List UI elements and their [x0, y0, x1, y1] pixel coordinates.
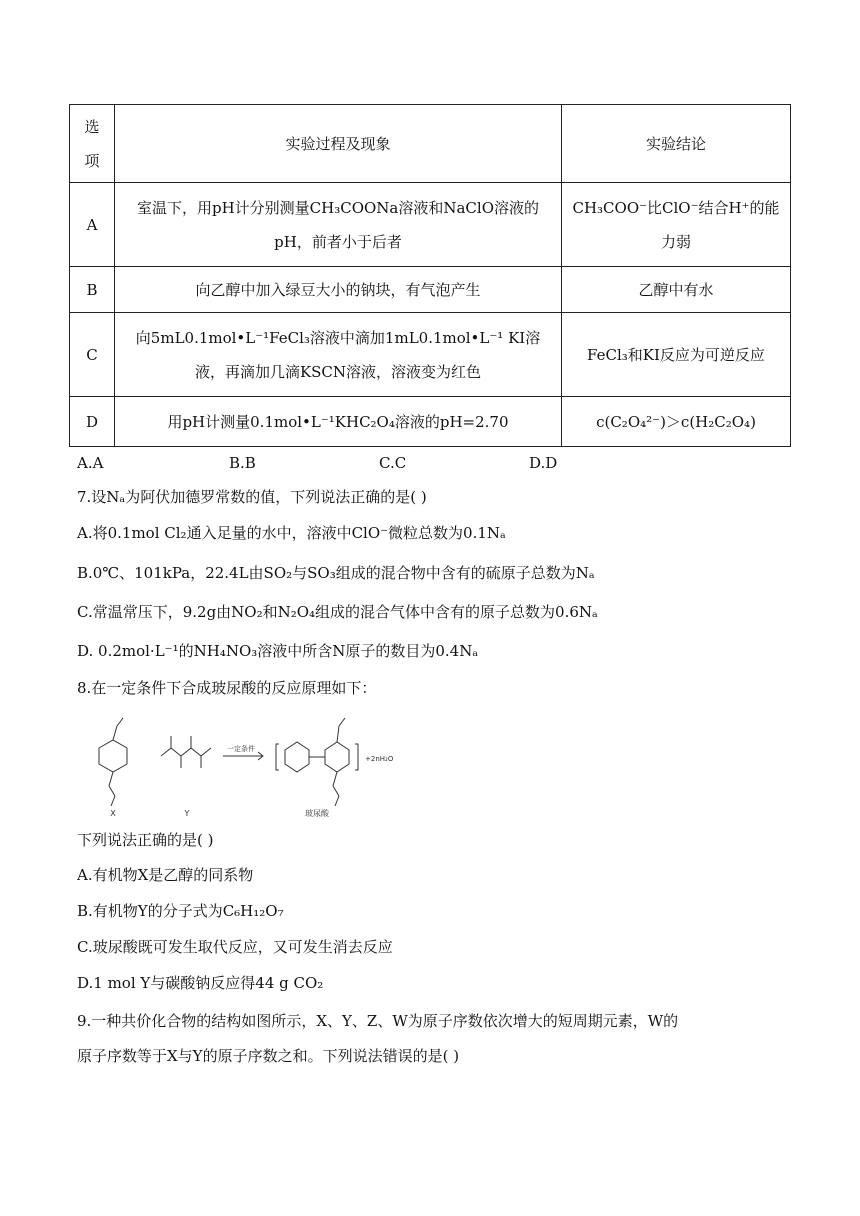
table-header-row — [70, 105, 791, 183]
row-option: A — [70, 183, 115, 267]
water-product: +2nH₂O — [365, 755, 394, 763]
q6-option-b: B.B — [229, 454, 256, 472]
q6-options — [77, 454, 557, 472]
row-conclusion: FeCl₃和KI反应为可逆反应 — [562, 313, 791, 397]
row-conclusion: CH₃COO⁻比ClO⁻结合H⁺的能力弱 — [562, 183, 791, 267]
q7-stem: 7.设Nₐ为阿伏加德罗常数的值，下列说法正确的是( ) — [77, 488, 427, 506]
q8-option-d: D.1 mol Y与碳酸钠反应得44 g CO₂ — [77, 974, 324, 992]
row-conclusion: c(C₂O₄²⁻)＞c(H₂C₂O₄) — [562, 397, 791, 447]
row-conclusion: 乙醇中有水 — [562, 267, 791, 313]
q8-stem: 8.在一定条件下合成玻尿酸的反应原理如下： — [77, 679, 377, 697]
row-process: 用pH计测量0.1mol•L⁻¹KHC₂O₄溶液的pH=2.70 — [115, 397, 562, 447]
q8-option-b: B.有机物Y的分子式为C₆H₁₂O₇ — [77, 902, 284, 920]
header-process: 实验过程及现象 — [115, 105, 562, 183]
header-option: 选项 — [70, 105, 115, 183]
q7-option-c: C.常温常压下，9.2g由NO₂和N₂O₄组成的混合气体中含有的原子总数为0.6Nₐ — [77, 603, 598, 621]
row-process: 向乙醇中加入绿豆大小的钠块，有气泡产生 — [115, 267, 562, 313]
label-x: X — [110, 809, 116, 818]
q9-stem-line1: 9.一种共价化合物的结构如图所示，X、Y、Z、W为原子序数依次增大的短周期元素，W的 — [77, 1012, 679, 1030]
label-y: Y — [184, 809, 190, 818]
row-option: C — [70, 313, 115, 397]
q8-option-c: C.玻尿酸既可发生取代反应，又可发生消去反应 — [77, 938, 393, 956]
label-product: 玻尿酸 — [305, 809, 329, 818]
row-process: 向5mL0.1mol•L⁻¹FeCl₃溶液中滴加1mL0.1mol•L⁻¹ KI溶液，再滴加几滴KSCN溶液，溶液变为红色 — [115, 313, 562, 397]
q9-stem-line2: 原子序数等于X与Y的原子序数之和。下列说法错误的是( ) — [77, 1047, 460, 1065]
row-option: B — [70, 267, 115, 313]
reaction-condition: 一定条件 — [227, 745, 255, 753]
table-row — [70, 183, 791, 267]
q8-prompt: 下列说法正确的是( ) — [77, 831, 214, 849]
q7-option-d: D. 0.2mol·L⁻¹的NH₄NO₃溶液中所含N原子的数目为0.4Nₐ — [77, 642, 479, 660]
header-conclusion: 实验结论 — [562, 105, 791, 183]
q6-option-c: C.C — [379, 454, 407, 472]
hyaluronic-acid-reaction-diagram — [77, 706, 397, 818]
q6-option-d: D.D — [529, 454, 558, 472]
q6-option-a: A.A — [77, 454, 104, 472]
experiment-table — [69, 104, 791, 447]
table-row — [70, 397, 791, 447]
row-option: D — [70, 397, 115, 447]
q7-option-a: A.将0.1mol Cl₂通入足量的水中，溶液中ClO⁻微粒总数为0.1Nₐ — [77, 524, 506, 542]
q7-option-b: B.0℃、101kPa，22.4L由SO₂与SO₃组成的混合物中含有的硫原子总数为Nₐ — [77, 564, 595, 582]
table-row — [70, 313, 791, 397]
table-row — [70, 267, 791, 313]
q8-option-a: A.有机物X是乙醇的同系物 — [77, 866, 254, 884]
row-process: 室温下，用pH计分别测量CH₃COONa溶液和NaClO溶液的pH，前者小于后者 — [115, 183, 562, 267]
